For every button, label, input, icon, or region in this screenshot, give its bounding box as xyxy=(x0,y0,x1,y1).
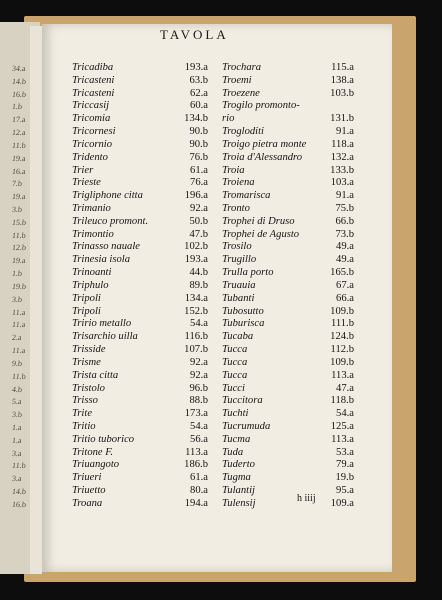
entry-name: Trochara xyxy=(222,62,262,73)
entry-reference: 131.b xyxy=(330,113,354,125)
entry-name: Triphulo xyxy=(72,279,109,291)
entry-name: Tugma xyxy=(222,472,251,484)
entry-reference: 91.a xyxy=(336,126,354,138)
entry-name: Tulantij xyxy=(222,485,255,497)
previous-page-number: 16.b xyxy=(11,499,27,509)
entry-name: Triuetto xyxy=(72,485,106,497)
entry-reference: 66.a xyxy=(336,292,354,304)
entry-name: Tuccitora xyxy=(222,395,263,407)
entry-reference: 62.a xyxy=(190,87,208,99)
entry-reference: 76.a xyxy=(190,177,208,189)
previous-page-number: 12.b xyxy=(11,243,27,253)
previous-page-number: 12.a xyxy=(11,128,27,138)
entry-name: Troemi xyxy=(222,74,252,86)
entry-name: Troia xyxy=(222,164,245,176)
entry-reference: 133.b xyxy=(330,164,354,176)
entry-name: Troigo pietra monte xyxy=(222,138,307,150)
entry-reference: 196.a xyxy=(184,190,208,202)
entry-name: Tubosutto xyxy=(222,305,264,317)
entry-reference: 75.b xyxy=(335,203,354,215)
previous-page-number: 14.b xyxy=(11,487,27,497)
entry-name: Tulensij xyxy=(222,497,256,509)
entry-reference: 49.a xyxy=(336,254,354,266)
entry-reference: 79.a xyxy=(336,459,354,471)
entry-reference: 152.b xyxy=(184,305,208,317)
entry-name: Tromarisca xyxy=(222,190,271,202)
entry-reference: 193.a xyxy=(184,254,208,266)
entry-name: Tuchti xyxy=(222,408,249,420)
entry-name: Tripoli xyxy=(72,292,101,304)
entry-reference: 109.a xyxy=(330,497,354,509)
previous-page-number: 9.b xyxy=(11,358,23,368)
entry-name: Tricornio xyxy=(72,138,113,150)
entry-reference: 73.b xyxy=(335,228,354,240)
entry-reference: 96.b xyxy=(189,382,208,394)
entry-reference: 91.a xyxy=(336,190,354,202)
entry-reference: 134.b xyxy=(184,113,208,125)
entry-reference: 54.a xyxy=(190,420,208,432)
entry-name: Trisside xyxy=(72,344,106,356)
entry-name: Tubanti xyxy=(222,292,255,304)
entry-name: Trogloditi xyxy=(222,126,264,138)
previous-page-number: 3.b xyxy=(11,410,23,420)
previous-page-number: 11.a xyxy=(11,320,26,330)
previous-page-number: 3.a xyxy=(11,474,23,484)
entry-name: Tricasteni xyxy=(72,74,115,86)
entry-name: Tucma xyxy=(222,433,251,445)
previous-page-number: 1.a xyxy=(11,435,23,445)
entry-name: Tridento xyxy=(72,151,108,163)
entry-reference: 60.a xyxy=(190,100,208,112)
entry-name: Trier xyxy=(72,164,94,176)
entry-name: Trimanio xyxy=(72,203,111,215)
entry-reference: 92.a xyxy=(190,369,208,381)
entry-reference: 19.b xyxy=(335,472,354,484)
entry-name: Tricadiba xyxy=(72,62,114,73)
previous-page-number: 11.b xyxy=(11,371,27,381)
previous-page-number: 19.a xyxy=(11,192,27,202)
entry-name: Truauia xyxy=(222,279,256,291)
previous-page-number: 19.b xyxy=(11,281,27,291)
entry-reference: 193.a xyxy=(184,62,208,73)
previous-page-number: 3.a xyxy=(11,448,23,458)
entry-name: Trugillo xyxy=(222,254,257,266)
entry-name: Tririo metallo xyxy=(72,318,132,330)
entry-reference: 186.b xyxy=(184,459,208,471)
previous-page-number: 17.a xyxy=(11,115,27,125)
entry-reference: 118.a xyxy=(331,138,354,150)
entry-reference: 111.b xyxy=(330,318,354,330)
entry-reference: 112.b xyxy=(330,344,354,356)
entry-name: Trileuco promont. xyxy=(72,215,149,227)
entry-reference: 53.a xyxy=(336,446,354,458)
entry-name: Trisme xyxy=(72,356,101,368)
previous-page-number: 11.a xyxy=(11,307,26,317)
previous-page-number: 2.a xyxy=(11,333,23,343)
entry-name: rio xyxy=(222,113,235,125)
entry-name: Trosilo xyxy=(222,241,252,253)
entry-reference: 47.b xyxy=(189,228,208,240)
entry-reference: 47.a xyxy=(336,382,354,394)
entry-reference: 61.a xyxy=(190,472,208,484)
entry-name: Trophei de Agusto xyxy=(222,228,300,240)
entry-name: Trulla porto xyxy=(222,267,274,279)
entry-name: Tronto xyxy=(222,203,250,215)
entry-name: Trieste xyxy=(72,177,101,189)
entry-name: Troia d'Alessandro xyxy=(222,151,303,163)
entry-name: Tucrumuda xyxy=(222,420,271,432)
entry-reference: 89.b xyxy=(189,279,208,291)
entry-name: Tritone F. xyxy=(72,446,114,458)
entry-reference: 109.b xyxy=(330,305,354,317)
entry-reference: 173.a xyxy=(184,408,208,420)
previous-page-number: 19.a xyxy=(11,256,27,266)
previous-page-number: 7.b xyxy=(11,179,23,189)
entry-name: Trimontio xyxy=(72,228,114,240)
entry-reference: 103.b xyxy=(330,87,354,99)
previous-page-number: 16.a xyxy=(11,166,27,176)
entry-name: Troiena xyxy=(222,177,255,189)
entry-name: Tritio xyxy=(72,420,96,432)
entry-reference: 138.a xyxy=(330,74,354,86)
entry-reference: 67.a xyxy=(336,279,354,291)
entry-name: Trophei di Druso xyxy=(222,215,295,227)
entry-reference: 194.a xyxy=(184,497,208,509)
entry-name: Trinesia isola xyxy=(72,254,130,266)
entry-reference: 50.b xyxy=(189,215,208,227)
entry-reference: 56.a xyxy=(190,433,208,445)
entry-reference: 92.a xyxy=(190,356,208,368)
entry-name: Tucca xyxy=(222,356,248,368)
previous-page-number: 19.a xyxy=(11,153,27,163)
entry-reference: 66.b xyxy=(335,215,354,227)
entry-reference: 102.b xyxy=(184,241,208,253)
entry-reference: 76.b xyxy=(189,151,208,163)
entry-reference: 109.b xyxy=(330,356,354,368)
entry-reference: 113.a xyxy=(331,433,354,445)
entry-reference: 113.a xyxy=(331,369,354,381)
entry-name: Tuderto xyxy=(222,459,255,471)
entry-name: Triueri xyxy=(72,472,102,484)
entry-name: Tuburisca xyxy=(222,318,265,330)
entry-reference: 134.a xyxy=(184,292,208,304)
entry-name: Tritio tuborico xyxy=(72,433,135,445)
entry-reference: 116.b xyxy=(184,331,208,343)
entry-reference: 44.b xyxy=(189,267,208,279)
entry-reference: 115.a xyxy=(331,62,354,73)
entry-name: Tricomia xyxy=(72,113,111,125)
entry-name: Trinoanti xyxy=(72,267,112,279)
previous-page-number: 34.a xyxy=(11,64,27,73)
entry-name: Trisarchio uilla xyxy=(72,331,138,343)
previous-page-number: 15.b xyxy=(11,217,27,227)
previous-page-number: 1.b xyxy=(11,269,23,279)
entry-reference: 54.a xyxy=(190,318,208,330)
previous-page-number: 3.b xyxy=(11,205,23,215)
entry-reference: 113.a xyxy=(185,446,208,458)
signature-mark: h iiij xyxy=(297,493,316,504)
entry-reference: 107.b xyxy=(184,344,208,356)
entry-name: Trinasso nauale xyxy=(72,241,140,253)
entry-reference: 61.a xyxy=(190,164,208,176)
previous-page-number: 5.a xyxy=(11,397,23,407)
entry-reference: 118.b xyxy=(330,395,354,407)
entry-reference: 132.a xyxy=(330,151,354,163)
previous-page-number: 3.b xyxy=(11,294,23,304)
entry-name: Tucca xyxy=(222,344,248,356)
previous-page-number: 11.a xyxy=(11,346,26,356)
entry-name: Trite xyxy=(72,408,93,420)
entry-name: Tucci xyxy=(222,382,245,394)
previous-page-number: 1.a xyxy=(11,422,23,432)
entry-reference: 80.a xyxy=(190,485,208,497)
entry-reference: 95.a xyxy=(336,485,354,497)
entry-name: Trista citta xyxy=(72,369,119,381)
entry-reference: 124.b xyxy=(330,331,354,343)
entry-reference: 49.a xyxy=(336,241,354,253)
entry-name: Trisso xyxy=(72,395,98,407)
entry-name: Tuda xyxy=(222,446,244,458)
entry-reference: 165.b xyxy=(330,267,354,279)
entry-reference: 63.b xyxy=(189,74,208,86)
entry-name: Tricornesi xyxy=(72,126,116,138)
entry-name: Tucaba xyxy=(222,331,254,343)
entry-name: Tucca xyxy=(222,369,248,381)
entry-reference: 54.a xyxy=(336,408,354,420)
previous-page-number: 14.b xyxy=(11,76,27,86)
previous-page-number: 11.b xyxy=(11,230,27,240)
entry-name: Troezene xyxy=(222,87,260,99)
previous-page-number: 16.b xyxy=(11,89,27,99)
entry-name: Troana xyxy=(72,497,103,509)
previous-page-number: 11.b xyxy=(11,461,27,471)
page-title: TAVOLA xyxy=(160,27,229,42)
previous-page-number: 4.b xyxy=(11,384,23,394)
entry-name: Tristolo xyxy=(72,382,105,394)
previous-page-number: 1.b xyxy=(11,102,23,112)
entry-reference: 103.a xyxy=(330,177,354,189)
entry-reference: 88.b xyxy=(189,395,208,407)
entry-reference: 92.a xyxy=(190,203,208,215)
entry-name: Triuangoto xyxy=(72,459,120,471)
entry-reference: 90.b xyxy=(189,126,208,138)
entry-reference: 90.b xyxy=(189,138,208,150)
previous-page-number: 11.b xyxy=(11,140,27,150)
entry-name: Triccasij xyxy=(72,100,110,112)
entry-name: Trogilo promonto- xyxy=(222,100,300,112)
entry-name: Tricasteni xyxy=(72,87,115,99)
entry-reference: 125.a xyxy=(330,420,354,432)
entry-name: Trigliphone citta xyxy=(72,190,143,202)
entry-name: Tripoli xyxy=(72,305,101,317)
